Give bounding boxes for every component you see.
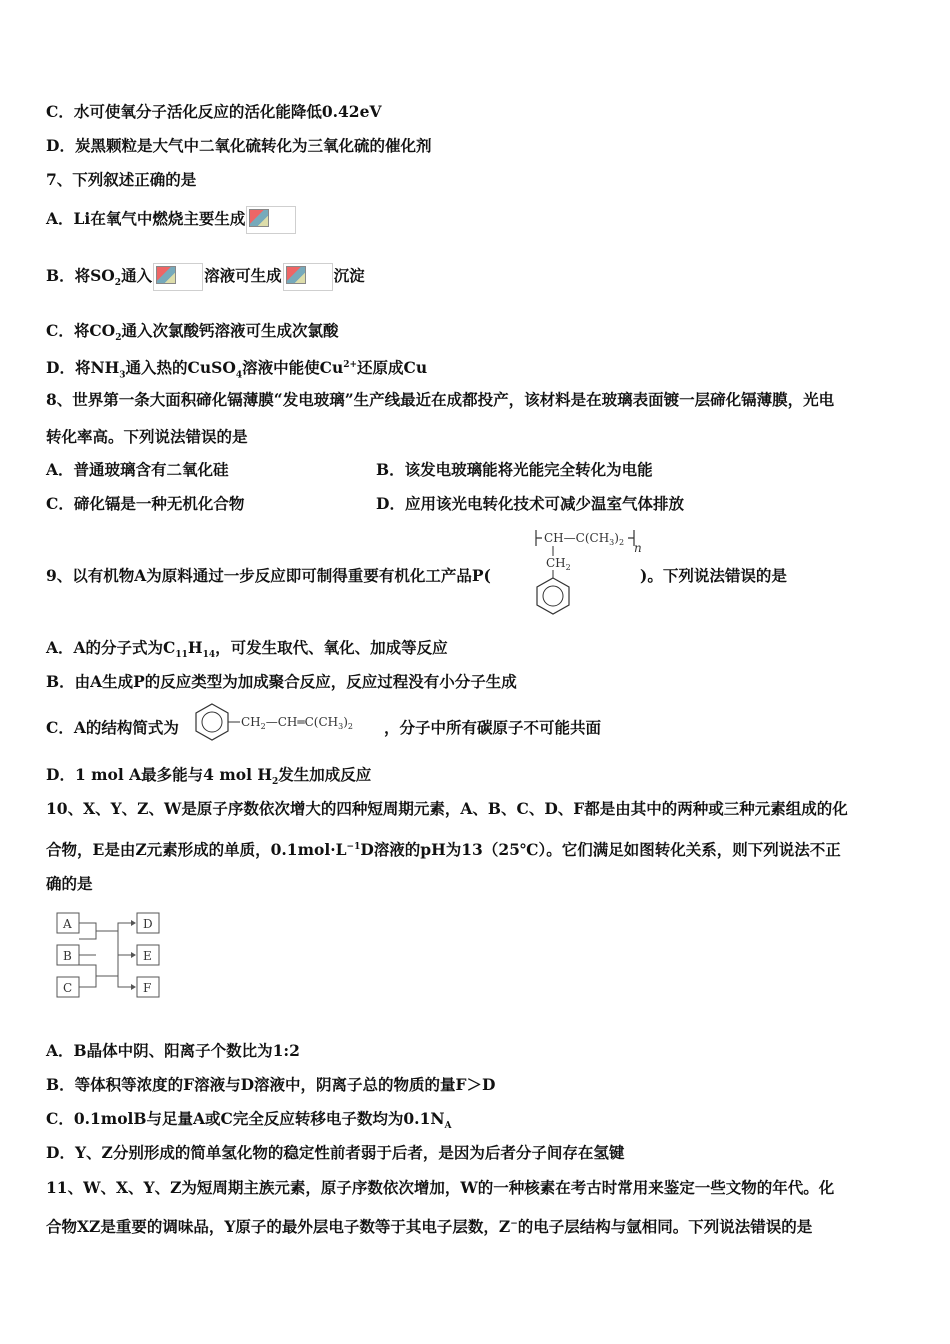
q7a-text: A．Li在氧气中燃烧主要生成	[46, 209, 246, 228]
q9-option-b: B．由A生成P的反应类型为加成聚合反应，反应过程没有小分子生成	[46, 672, 517, 691]
q10-line2-a: 合物，E是由Z元素形成的单质，0.1mol·L	[46, 840, 347, 860]
q7d-sup: 2+	[343, 360, 358, 370]
broken-image-icon	[283, 263, 333, 291]
q7b-text2: 通入	[121, 266, 153, 285]
q7c-text2: 通入次氯酸钙溶液可生成次氯酸	[121, 321, 339, 340]
q11-stem-line2	[46, 1214, 812, 1237]
q8-stem-line1: 8、世界第一条大面积碲化镉薄膜“发电玻璃”生产线最近在成都投产，该材料是在玻璃表面镀一层碲化镉薄膜，光电	[46, 390, 835, 409]
q8-option-d: D．应用该光电转化技术可减少温室气体排放	[376, 494, 684, 513]
q9-stem-part2: )。下列说法错误的是	[640, 566, 787, 585]
flow-node-b: B	[63, 949, 72, 963]
q7d-text4: 还原成Cu	[357, 358, 428, 378]
q7c-sub: 2	[115, 333, 122, 344]
q10c-text1: C．0.1molB与足量A或C完全反应转移电子数均为0.1N	[46, 1109, 445, 1128]
polymer-p-structure	[526, 524, 646, 624]
flow-node-c: C	[63, 981, 73, 995]
q11-line2-b: 的电子层结构与氩相同。下列说法错误的是	[517, 1217, 813, 1237]
q9d-text2: 发生加成反应	[278, 765, 372, 784]
q9a-sub1: 11	[175, 650, 188, 661]
q11-stem-line1: 11、W、X、Y、Z为短周期主族元素，原子序数依次增加，W的一种核素在考古时常用来鉴定一些文物的年代。化	[46, 1178, 835, 1197]
q7d-text1: D．将NH	[46, 358, 120, 378]
q7b-text1: B．将SO	[46, 266, 115, 285]
q11-line2-a: 合物XZ是重要的调味品，Y原子的最外层电子数等于其电子层数，Z	[46, 1217, 511, 1237]
q9-option-d	[46, 765, 371, 792]
q11-line2-sup: −	[510, 1219, 518, 1229]
q10-stem-line3: 确的是	[46, 874, 93, 893]
q10-line2-sup: −1	[346, 842, 361, 852]
q7-option-d	[46, 355, 427, 385]
q7b-text4: 沉淀	[333, 266, 365, 285]
q9-stem-part1: 9、以有机物A为原料通过一步反应即可制得重要有机化工产品P(	[46, 566, 491, 585]
q9a-sub2: 14	[202, 650, 216, 661]
q10-stem-line1: 10、X、Y、Z、W是原子序数依次增大的四种短周期元素，A、B、C、D、F都是由其中的两种或三种元素组成的化	[46, 799, 848, 818]
q10-stem-line2	[46, 837, 841, 860]
q10-option-b: B．等体积等浓度的F溶液与D溶液中，阴离子总的物质的量F＞D	[46, 1075, 496, 1094]
q7d-text3: 溶液中能使Cu	[242, 358, 344, 378]
q6-option-c: C．水可使氧分子活化反应的活化能降低0.42eV	[46, 102, 382, 121]
broken-image-icon	[246, 206, 296, 234]
q6-option-d: D．炭黑颗粒是大气中二氧化硫转化为三氧化硫的催化剂	[46, 136, 432, 155]
q7d-text2: 通入热的CuSO	[125, 358, 236, 378]
q9-option-a	[46, 638, 448, 665]
q9a-text2: H	[187, 638, 203, 657]
q7c-text1: C．将CO	[46, 321, 116, 340]
q10-option-d: D．Y、Z分别形成的简单氢化物的稳定性前者弱于后者，是因为后者分子间存在氢键	[46, 1143, 625, 1162]
q8-option-b: B．该发电玻璃能将光能完全转化为电能	[376, 460, 653, 479]
q7-option-a	[46, 205, 297, 234]
q8-option-a: A．普通玻璃含有二氧化硅	[46, 460, 229, 479]
q10-option-a: A．B晶体中阴、阳离子个数比为1:2	[46, 1041, 300, 1060]
q10-option-c	[46, 1109, 452, 1136]
polymer-ch2-text: $CH_2$	[546, 556, 571, 572]
q9a-text1: A．A的分子式为C	[46, 638, 176, 657]
flow-node-a: A	[63, 917, 72, 931]
q9d-text1: D．1 mol A最多能与4 mol H	[46, 765, 273, 784]
q7d-sub2: 4	[235, 370, 243, 381]
q10c-sub: A	[444, 1121, 452, 1132]
q9d-sub: 2	[272, 777, 279, 788]
q10-line2-b: D溶液的pH为13（25℃）。它们满足如图转化关系，则下列说法不正	[360, 840, 841, 860]
structure-a-chain: $CH_2—CH═C(CH_3)_2$	[241, 715, 354, 731]
q7-option-b	[46, 262, 365, 297]
structure-a-diagram	[190, 701, 390, 745]
q10-transformation-diagram	[52, 908, 168, 1004]
q7b-text3: 溶液可生成	[204, 266, 282, 285]
polymer-n: n	[634, 541, 642, 555]
q9a-text3: ，可发生取代、氧化、加成等反应	[215, 638, 448, 657]
flow-node-e: E	[143, 949, 152, 963]
q7d-sub: 3	[119, 370, 126, 381]
q8-stem-line2: 转化率高。下列说法错误的是	[46, 427, 248, 446]
flow-node-f: F	[143, 981, 152, 995]
q8-option-c: C．碲化镉是一种无机化合物	[46, 494, 245, 513]
broken-image-icon	[153, 263, 203, 291]
q7-stem: 7、下列叙述正确的是	[46, 170, 197, 189]
flow-node-d: D	[143, 917, 153, 931]
q9-option-c-text1: C．A的结构简式为	[46, 718, 179, 737]
q9-option-c-text2: ，分子中所有碳原子不可能共面	[384, 718, 602, 737]
q7-option-c	[46, 321, 338, 348]
polymer-top-text: $CH—C(CH_3)_2$	[544, 531, 625, 547]
q7b-sub: 2	[114, 278, 122, 289]
